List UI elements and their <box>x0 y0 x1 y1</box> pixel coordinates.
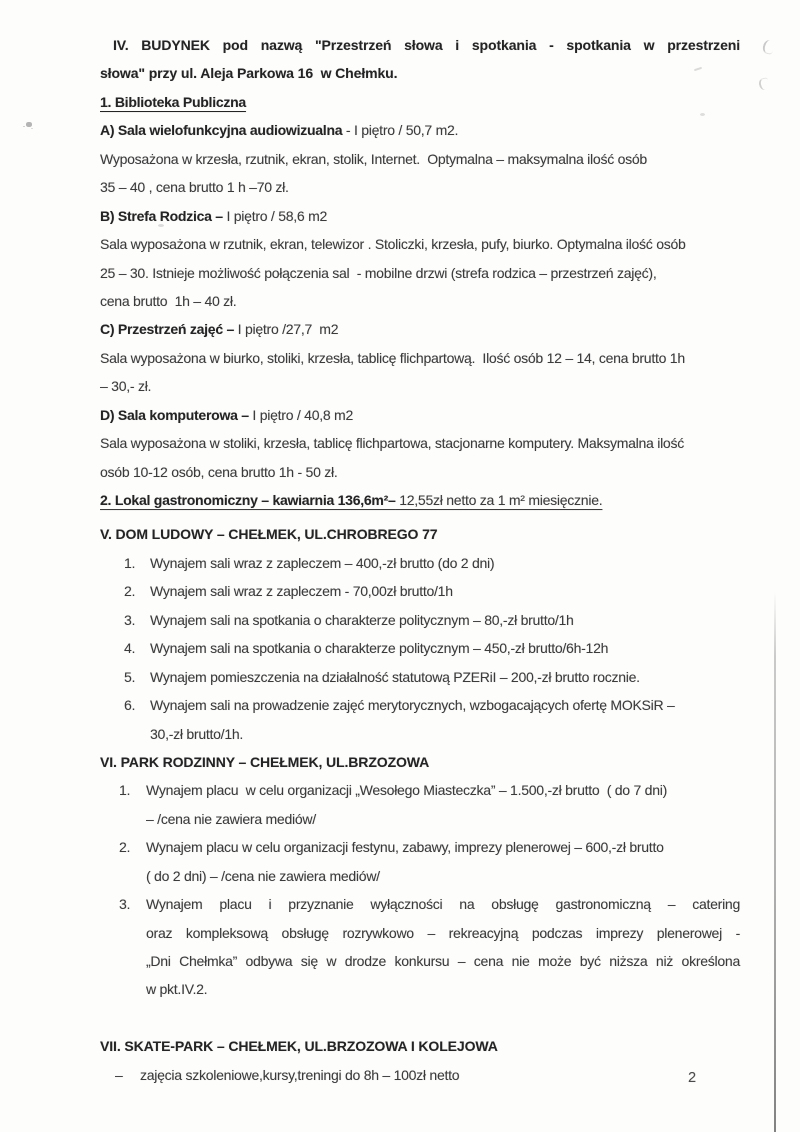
room-c-desc-line: – 30,- zł. <box>100 378 152 395</box>
document-body <box>100 31 740 1089</box>
room-a-desc-line: Wyposażona w krzesła, rzutnik, ekran, stolik, Internet. Optymalna – maksymalna ilość osób <box>100 150 647 167</box>
list-item-number: 5. <box>124 668 136 685</box>
gastro-line: 2. Lokal gastronomiczny – kawiarnia 136,6m²– 12,55zł netto za 1 m² miesięcznie. <box>100 492 603 508</box>
library-title: 1. Biblioteka Publiczna <box>100 93 246 110</box>
list-item-number: 3. <box>119 896 131 913</box>
dash-bullet: – <box>115 1066 123 1083</box>
list-item-number: 6. <box>124 697 136 714</box>
list-item-number: 3. <box>124 611 136 628</box>
list-item-number: 2. <box>119 839 131 856</box>
list-item: 5. Wynajem pomieszczenia na działalność statutową PZERiI – 200,-zł brutto rocznie. <box>100 663 740 691</box>
list-item-number: 4. <box>124 640 136 657</box>
room-a-desc-line: 35 – 40 , cena brutto 1 h –70 zł. <box>100 179 289 196</box>
room-c-desc-line: Sala wyposażona w biurko, stoliki, krzesła, tablicę flichpartową. Ilość osób 12 – 14, cena brutto 1h <box>100 349 685 366</box>
section-vi <box>100 748 740 1004</box>
list-item: 4. Wynajem sali na spotkania o charakterze politycznym – 450,-zł brutto/6h-12h <box>100 634 740 662</box>
section-iv-heading-line-1: IV. BUDYNEK pod nazwą "Przestrzeń słowa i spotkania - spotkania w przestrzeni <box>113 37 740 53</box>
list-item: 3. Wynajem sali na spotkania o charakterze politycznym – 80,-zł brutto/1h <box>100 606 740 634</box>
section-v <box>100 520 740 748</box>
room-d-desc-line: osób 10-12 osób, cena brutto 1h - 50 zł. <box>100 463 338 480</box>
scan-artifact-smudge <box>26 122 32 127</box>
section-vi-heading: VI. PARK RODZINNY – CHEŁMEK, UL.BRZOZOWA <box>100 753 430 770</box>
section-v-heading: V. DOM LUDOWY – CHEŁMEK, UL.CHROBREGO 77 <box>100 526 438 543</box>
list-item-number: 1. <box>124 554 136 571</box>
room-a-title: A) Sala wielofunkcyjna audiowizualna - I piętro / 50,7 m2. <box>100 122 459 139</box>
section-vii-heading: VII. SKATE-PARK – CHEŁMEK, UL.BRZOZOWA I KOLEJOWA <box>100 1038 498 1055</box>
scan-artifact-smudge <box>761 39 775 55</box>
room-c-title: C) Przestrzeń zajęć – I piętro /27,7 m2 <box>100 321 339 338</box>
list-item: 1. Wynajem placu w celu organizacji „Wesołego Miasteczka” – 1.500,-zł brutto ( do 7 dni) – /cena nie zawiera mediów/ <box>100 776 740 833</box>
list-item-number: 1. <box>119 782 131 799</box>
room-b-title: B) Strefa Rodzica – I piętro / 58,6 m2 <box>100 207 328 224</box>
room-b-desc-line: Sala wyposażona w rzutnik, ekran, telewizor . Stoliczki, krzesła, pufy, biurko. Optymalna ilość osób <box>100 236 686 253</box>
list-item-number: 2. <box>124 583 136 600</box>
list-item: 2. Wynajem placu w celu organizacji festynu, zabawy, imprezy plenerowej – 600,-zł brutto ( do 2 dni) – /cena nie zawiera mediów/ <box>100 833 740 890</box>
list-item: 1. Wynajem sali wraz z zapleczem – 400,-zł brutto (do 2 dni) <box>100 549 740 577</box>
page-number: 2 <box>688 1070 697 1086</box>
section-vii <box>100 1032 740 1089</box>
section-iv-heading-line-2: słowa" przy ul. Aleja Parkowa 16 w Chełmku. <box>100 65 398 82</box>
room-d-title: D) Sala komputerowa – I piętro / 40,8 m2 <box>100 406 353 423</box>
room-b-desc-line: 25 – 30. Istnieje możliwość połączenia sal - mobilne drzwi (strefa rodzica – przestrzeń zajęć), <box>100 264 657 281</box>
section-iv <box>100 31 740 514</box>
list-item: – zajęcia szkoleniowe,kursy,treningi do 8h – 100zł netto <box>100 1061 740 1089</box>
room-b-desc-line: cena brutto 1h – 40 zł. <box>100 292 237 309</box>
list-item: 6. Wynajem sali na prowadzenie zajęć merytorycznych, wzbogacających ofertę MOKSiR – 30,-zł brutto/1h. <box>100 691 740 748</box>
room-d-desc-line: Sala wyposażona w stoliki, krzesła, tablicę flichpartowa, stacjonarne komputery. Maksymalna ilość <box>100 435 684 452</box>
scan-artifact-vertical-line <box>774 592 776 1132</box>
list-item: 3. Wynajem placu i przyznanie wyłączności na obsługę gastronomiczną – catering oraz kompleksową obsługę rozrywkowo – rekreacyjną podczas imprezy plenerowej - „Dni Chełmka” odbywa się w drodze konkursu – cena nie może być niższa niż określona w pkt.IV.2. <box>100 890 740 1004</box>
scan-artifact-smudge <box>758 77 770 91</box>
list-item: 2. Wynajem sali wraz z zapleczem - 70,00zł brutto/1h <box>100 577 740 605</box>
